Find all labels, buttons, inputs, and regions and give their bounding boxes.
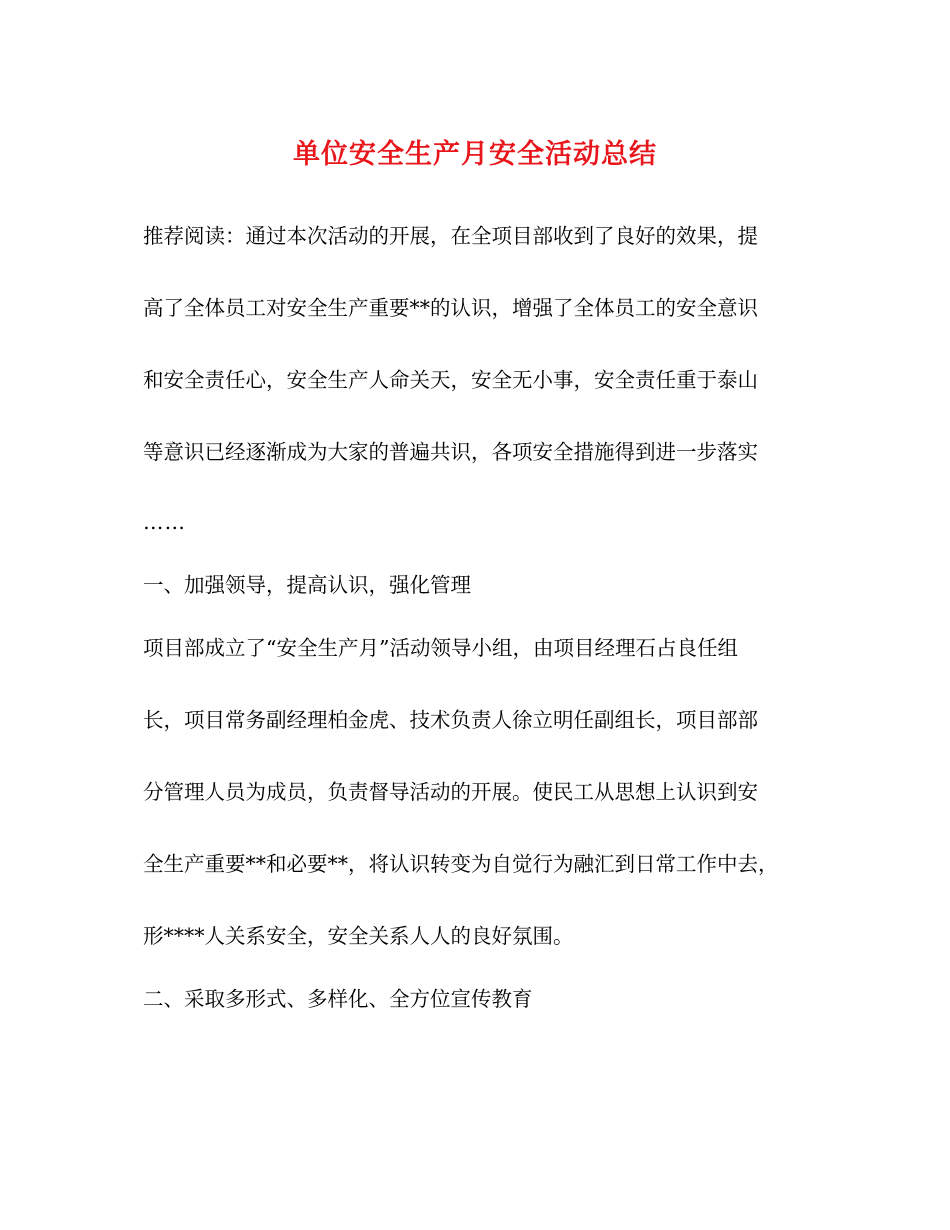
- intro-line: 高了全体员工对安全生产重要**的认识，增强了全体员工的安全意识: [143, 296, 758, 320]
- intro-line: 推荐阅读：通过本次活动的开展，在全项目部收到了良好的效果，提: [143, 224, 758, 248]
- intro-line: 和安全责任心，安全生产人命关天，安全无小事，安全责任重于泰山: [143, 368, 758, 392]
- section-1-heading: 一、加强领导，提高认识，强化管理: [143, 573, 471, 597]
- section-2-heading: 二、采取多形式、多样化、全方位宣传教育: [143, 987, 533, 1011]
- intro-line: 等意识已经逐渐成为大家的普遍共识，各项安全措施得到进一步落实: [143, 440, 758, 464]
- intro-ellipsis: ……: [143, 510, 186, 534]
- section-1-line: 项目部成立了“安全生产月”活动领导小组，由项目经理石占良任组: [143, 636, 738, 660]
- document-title: 单位安全生产月安全活动总结: [293, 139, 657, 170]
- section-1-line: 分管理人员为成员，负责督导活动的开展。使民工从思想上认识到安: [143, 780, 758, 804]
- section-1-line: 形****人关系安全，安全关系人人的良好氛围。: [143, 924, 574, 948]
- section-1-line: 全生产重要**和必要**，将认识转变为自觉行为融汇到日常工作中去，: [143, 852, 779, 876]
- section-1-line: 长，项目常务副经理柏金虎、技术负责人徐立明任副组长，项目部部: [143, 708, 758, 732]
